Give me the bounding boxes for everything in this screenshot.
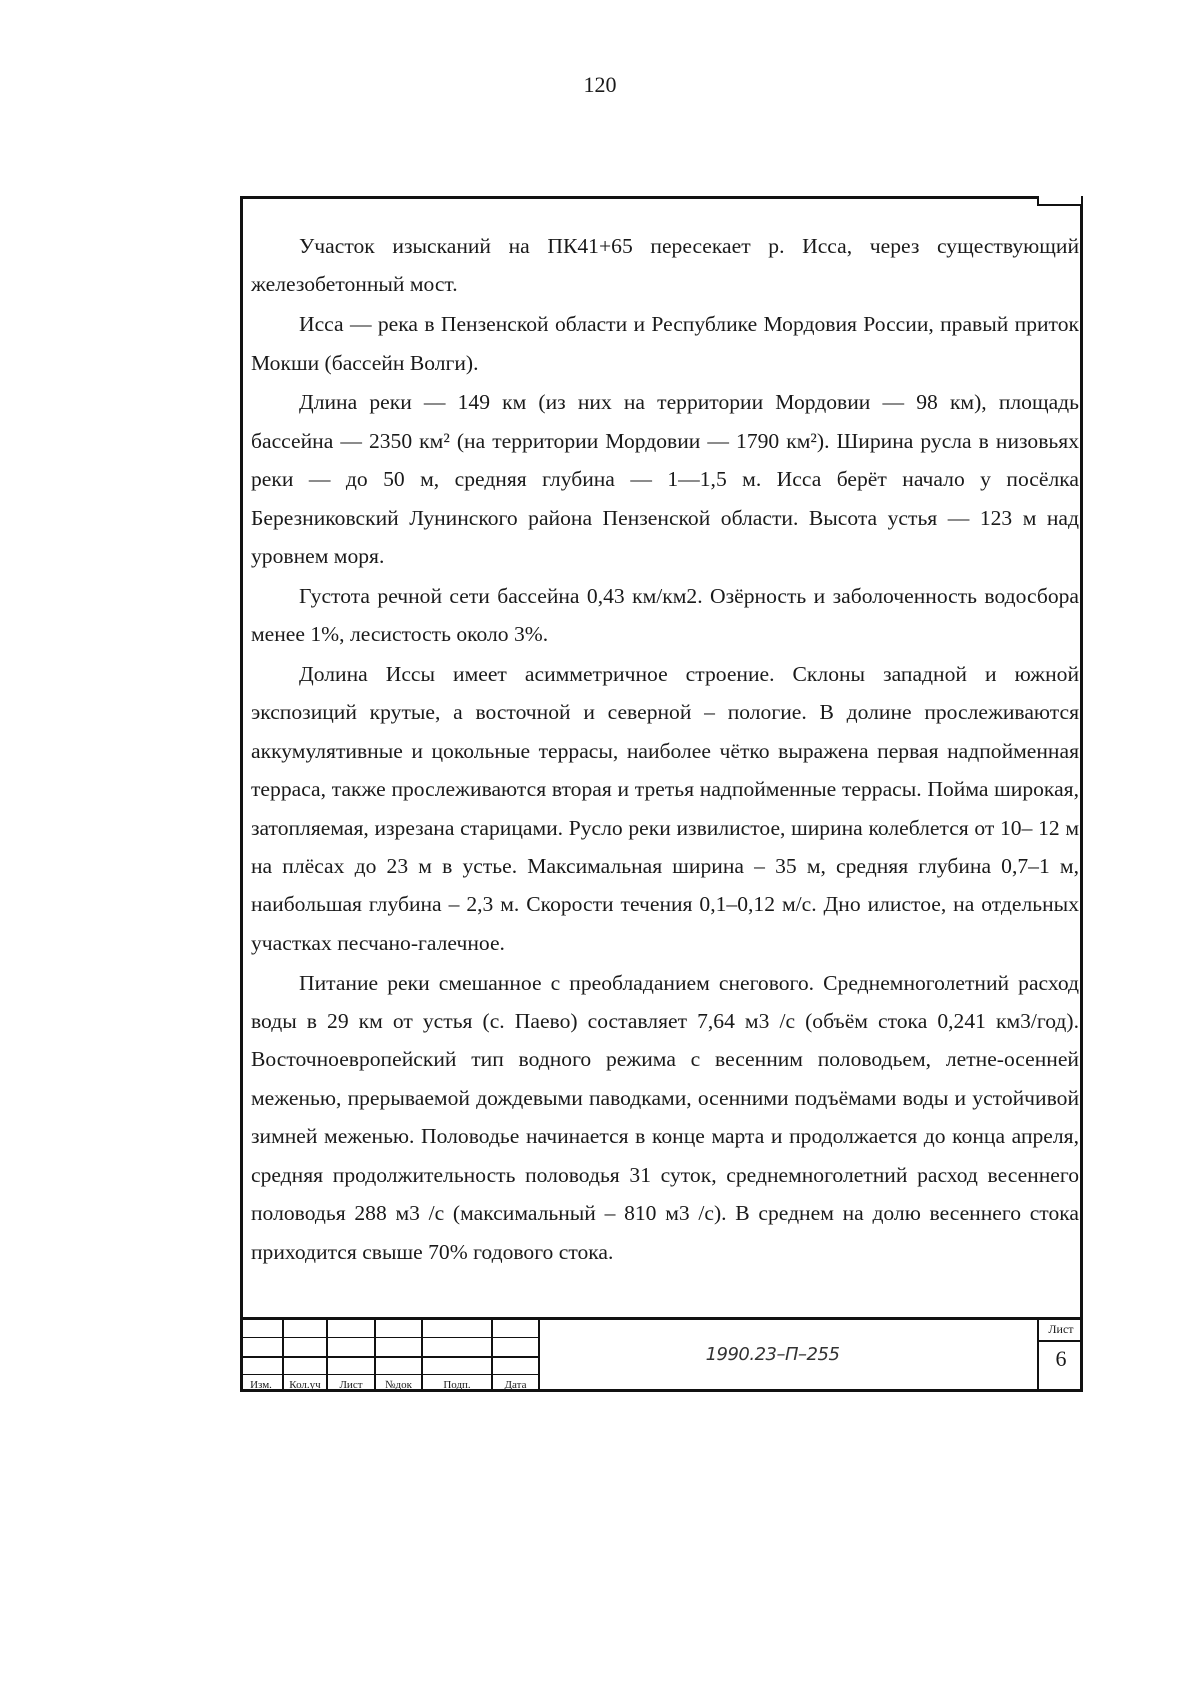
column-label: Лист <box>339 1379 363 1391</box>
paragraph: Густота речной сети бассейна 0,43 км/км2. Озёрность и заболоченность водосбора менее 1%, лесистость около 3%. <box>251 583 1079 647</box>
title-block-column <box>240 1320 284 1392</box>
sheet-label: Лист <box>1039 1322 1083 1342</box>
paragraph: Исса — река в Пензенской области и Республике Мордовия России, правый приток Мокши (бассейн Волги). <box>251 312 1079 375</box>
title-block-column <box>376 1320 423 1392</box>
column-label: №док <box>385 1379 412 1391</box>
document-code: 1990.23–П–255 <box>705 1344 840 1365</box>
sheet-box <box>1037 1320 1083 1392</box>
paragraph: Долина Иссы имеет асимметричное строение. Склоны западной и южной экспозиций крутые, а восточной и северной – пологие. В долине прослеживаются аккумулятивные и цокольные террасы, наиболее чётко выражена первая надпойменная терраса, также прослеживаются вторая и третья надпойменные террасы. Пойма широкая, затопляемая, изрезана старицами. Русло реки извилистое, ширина колеблется от 10– 12 м на плёсах до 23 м в устье. Максимальная ширина – 35 м, средняя глубина 0,7–1 м, наибольшая глубина – 2,3 м. Скорости течения 0,1–0,12 м/с. Дно илистое, на отдельных участках песчано-галечное. <box>251 662 1079 955</box>
title-block <box>240 1317 1083 1392</box>
title-block-column <box>423 1320 493 1392</box>
frame-corner-tab <box>1037 196 1083 206</box>
title-block-column <box>328 1320 376 1392</box>
title-block-column <box>284 1320 328 1392</box>
drawing-frame <box>240 196 1083 1392</box>
paragraph: Участок изысканий на ПК41+65 пересекает р. Исса, через существующий железобетонный мост. <box>251 234 1079 297</box>
column-label: Подп. <box>443 1379 471 1391</box>
paragraph: Питание реки смешанное с преобладанием снегового. Среднемноголетний расход воды в 29 км от устья (с. Паево) составляет 7,64 м3 /с (объём стока 0,241 км3/год). Восточноевропейский тип водного режима с весенним половодьем, летне-осенней меженью, прерываемой дождевыми паводками, осенними подъёмами воды и устойчивой зимней меженью. Половодье начинается в конце марта и продолжается до конца апреля, средняя продолжительность половодья 31 суток, среднемноголетний расход весеннего половодья 288 м3 /с (максимальный – 810 м3 /с). В среднем на долю весеннего стока приходится свыше 70% годового стока. <box>251 970 1079 1264</box>
title-block-grid <box>240 1320 540 1392</box>
title-block-column <box>493 1320 540 1392</box>
column-label: Изм. <box>250 1379 272 1391</box>
body-text <box>251 227 1079 1272</box>
page-number: 120 <box>583 72 617 97</box>
column-label: Кол.уч <box>289 1379 321 1391</box>
sheet-number: 6 <box>1055 1346 1067 1371</box>
paragraph: Длина реки — 149 км (из них на территории Мордовии — 98 км), площадь бассейна — 2350 км² (на территории Мордовии — 1790 км²). Ширина русла в низовьях реки — до 50 м, средняя глубина — 1—1,5 м. Исса берёт начало у посёлка Березниковский Лунинского района Пензенской области. Высота устья — 123 м над уровнем моря. <box>251 390 1079 569</box>
column-label: Дата <box>504 1379 527 1391</box>
